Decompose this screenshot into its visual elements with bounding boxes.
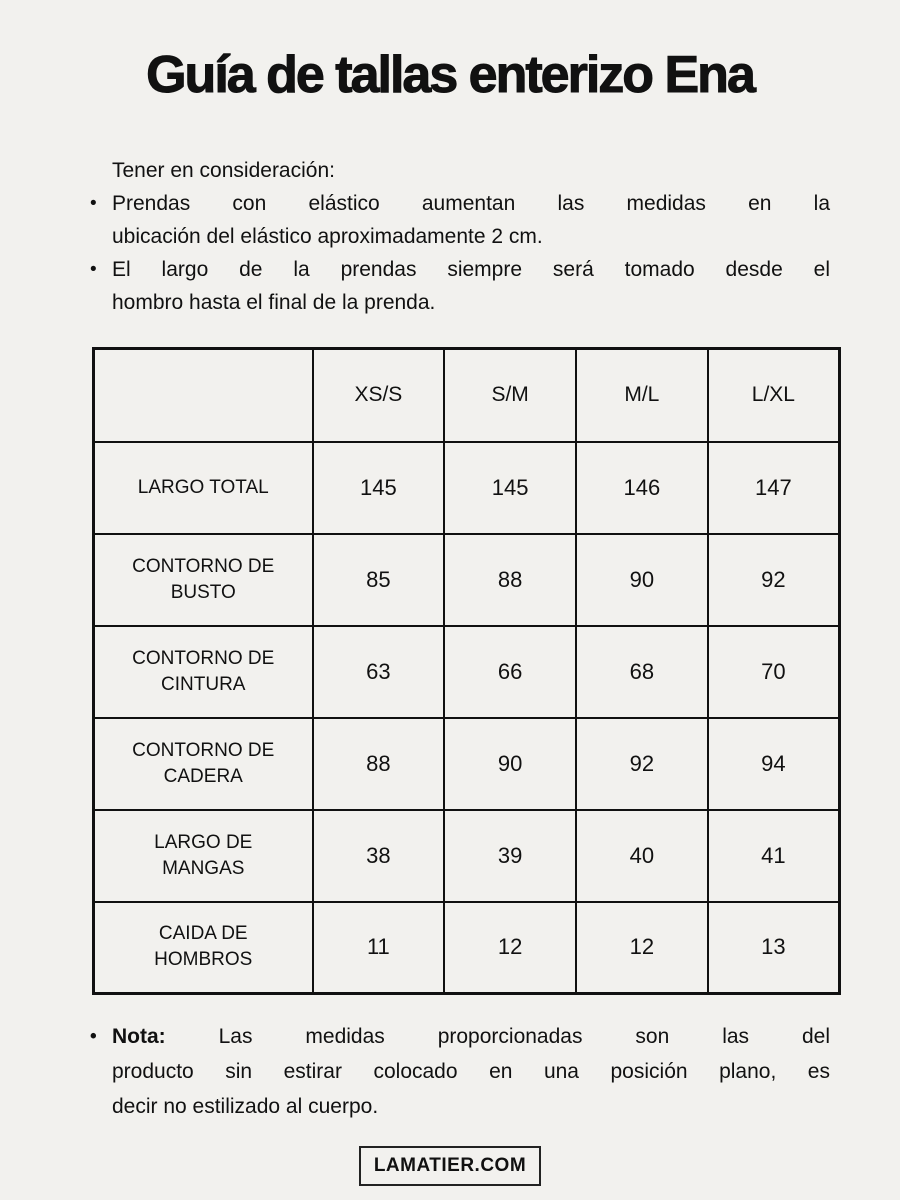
row-label-line: LARGO TOTAL: [137, 476, 269, 498]
column-header-m-l: M/L: [576, 349, 708, 442]
table-row: [94, 810, 840, 902]
cell-value: 92: [708, 534, 840, 626]
row-label: [94, 718, 313, 810]
cell-value: 12: [444, 902, 576, 994]
note-text: [112, 1019, 830, 1124]
cell-value: 13: [708, 902, 840, 994]
page-title: Guía de tallas enterizo Ena: [146, 46, 754, 104]
cell-value: 66: [444, 626, 576, 718]
cell-value: 145: [444, 442, 576, 534]
row-label-line: CADERA: [163, 765, 243, 787]
row-label-line: MANGAS: [162, 857, 245, 879]
cell-value: 38: [313, 810, 445, 902]
column-header-xs-s: XS/S: [313, 349, 445, 442]
bullet-icon: •: [90, 259, 97, 280]
cell-value: 40: [576, 810, 708, 902]
cell-value: 147: [708, 442, 840, 534]
table-header-row: [94, 349, 840, 442]
table-row: [94, 902, 840, 994]
cell-value: 85: [313, 534, 445, 626]
column-header-l-xl: L/XL: [708, 349, 840, 442]
row-label-line: LARGO DE: [154, 831, 253, 853]
row-label-line: CAIDA DE: [158, 923, 248, 945]
table-row: [94, 626, 840, 718]
row-label: [94, 902, 313, 994]
cell-value: 88: [313, 718, 445, 810]
row-label: [94, 442, 313, 534]
row-label-line: CONTORNO DE: [132, 555, 275, 577]
brand-badge: [359, 1146, 541, 1186]
row-label-line: CONTORNO DE: [132, 739, 275, 761]
text-line: producto sin estirar colocado en una posición plano, es: [112, 1060, 830, 1083]
cell-value: 63: [313, 626, 445, 718]
cell-value: 92: [576, 718, 708, 810]
corner-cell: [94, 349, 313, 442]
row-label-line: BUSTO: [170, 581, 236, 603]
note-item: [90, 1019, 830, 1124]
cell-value: 88: [444, 534, 576, 626]
cell-value: 90: [444, 718, 576, 810]
column-header-s-m: S/M: [444, 349, 576, 442]
row-label-line: HOMBROS: [154, 949, 253, 971]
text-line: decir no estilizado al cuerpo.: [112, 1095, 379, 1118]
row-label: [94, 534, 313, 626]
cell-value: 146: [576, 442, 708, 534]
note-section: [90, 1019, 830, 1124]
cell-value: 94: [708, 718, 840, 810]
cell-value: 39: [444, 810, 576, 902]
considerations-section: [90, 154, 830, 319]
cell-value: 90: [576, 534, 708, 626]
consideration-item: [90, 187, 830, 253]
cell-value: 68: [576, 626, 708, 718]
size-table: [92, 347, 841, 995]
cell-value: 145: [313, 442, 445, 534]
cell-value: 70: [708, 626, 840, 718]
bullet-icon: •: [90, 1026, 97, 1047]
text-line: Prendas con elástico aumentan las medidas en la: [112, 192, 830, 215]
row-label: [94, 626, 313, 718]
note-label: Nota:: [112, 1025, 166, 1048]
cell-value: 12: [576, 902, 708, 994]
table-row: [94, 534, 840, 626]
text-line: hombro hasta el final de la prenda.: [112, 291, 436, 314]
table-row: [94, 442, 840, 534]
cell-value: 11: [313, 902, 445, 994]
row-label-line: CONTORNO DE: [132, 647, 275, 669]
table-row: [94, 718, 840, 810]
cell-value: 41: [708, 810, 840, 902]
consideration-text: [112, 253, 830, 319]
consideration-item: [90, 253, 830, 319]
brand-text: LAMATIER.COM: [373, 1155, 527, 1176]
text-line: [112, 1019, 830, 1054]
row-label: [94, 810, 313, 902]
bullet-icon: •: [90, 193, 97, 214]
row-label-line: CINTURA: [161, 673, 246, 695]
text-line: ubicación del elástico aproximadamente 2 cm.: [112, 225, 543, 248]
consideration-text: [112, 187, 830, 253]
text-line: El largo de la prendas siempre será tomado desde el: [112, 258, 830, 281]
note-line: Las medidas proporcionadas son las del: [218, 1025, 830, 1048]
considerations-heading: Tener en consideración:: [112, 159, 335, 182]
